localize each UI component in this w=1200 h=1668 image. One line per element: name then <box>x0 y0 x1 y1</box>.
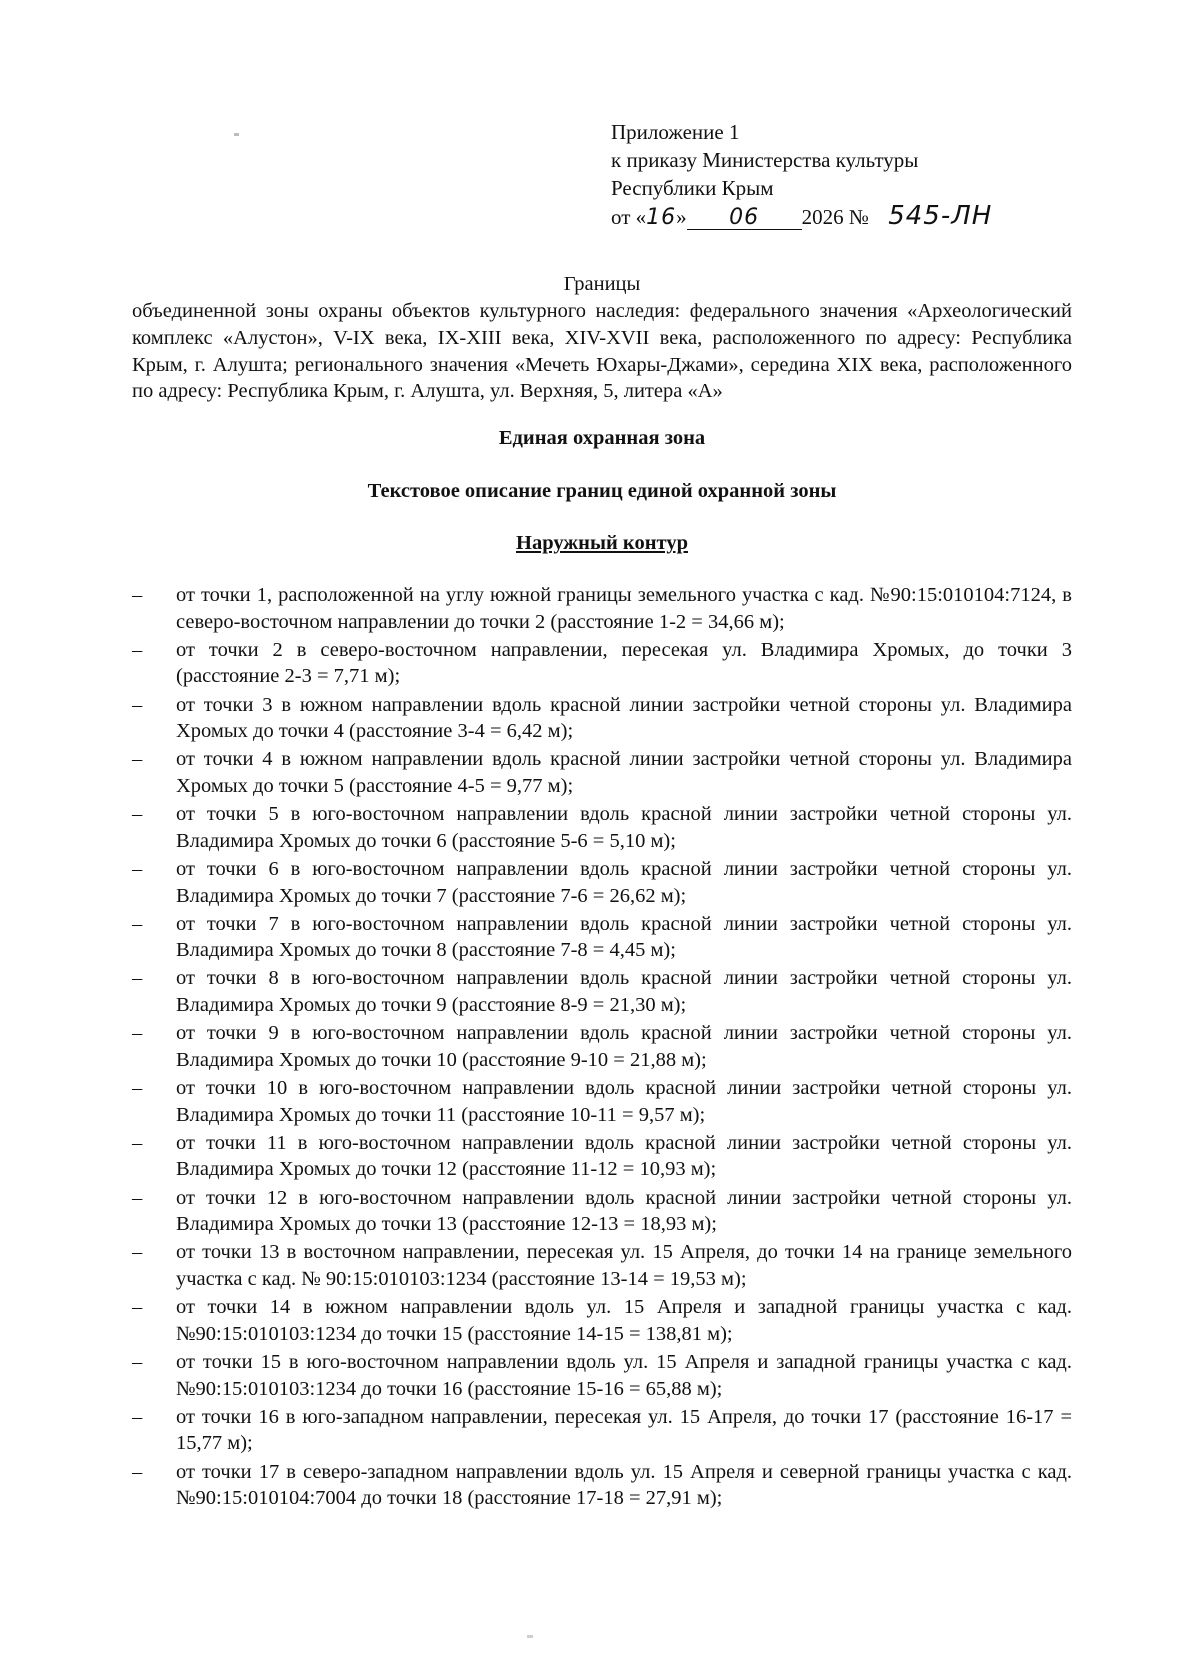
handwritten-day: 16 <box>646 205 677 230</box>
list-item <box>132 1075 1072 1128</box>
appendix-line-3: Республики Крым <box>611 176 774 200</box>
list-item-text: от точки 8 в юго-восточном направлении вдоль красной линии застройки четной стороны ул. Владимира Хромых до точки 9 (расстояние 8-9 = 21,30 м); <box>176 967 1072 1017</box>
contour-heading: Наружный контур <box>516 532 688 554</box>
list-dash: – <box>132 1460 143 1483</box>
list-dash: – <box>132 912 143 935</box>
list-item-text: от точки 1, расположенной на углу южной границы земельного участка с кад. №90:15:010104:7124, в северо-восточном направлении до точки 2 (расстояние 1-2 = 34,66 м); <box>176 584 1072 633</box>
list-item-text: от точки 2 в северо-восточном направлении, пересекая ул. Владимира Хромых, до точки 3 (расстояние 2-3 = 7,71 м); <box>176 638 1072 688</box>
list-item <box>132 746 1072 799</box>
list-item <box>132 1459 1072 1512</box>
appendix-block <box>611 118 992 232</box>
list-item-text: от точки 12 в юго-восточном направлении вдоль красной линии застройки четной стороны ул. Владимира Хромых до точки 13 (расстояние 12-13 = 18,93 м); <box>176 1186 1072 1236</box>
list-dash: – <box>132 1077 143 1100</box>
list-item-text: от точки 14 в южном направлении вдоль ул. 15 Апреля и западной границы участка с кад. №90:15:010103:1234 до точки 15 (расстояние 14-15 = 138,81 м); <box>176 1296 1072 1345</box>
list-dash: – <box>132 1350 143 1373</box>
list-item-text: от точки 5 в юго-восточном направлении вдоль красной линии застройки четной стороны ул. Владимира Хромых до точки 6 (расстояние 5-6 = 5,10 м); <box>176 803 1072 852</box>
boundary-list <box>132 582 1072 1513</box>
list-item-text: от точки 3 в южном направлении вдоль красной линии застройки четной стороны ул. Владимира Хромых до точки 4 (расстояние 3-4 = 6,42 м); <box>176 693 1072 743</box>
list-item <box>132 1294 1072 1347</box>
list-dash: – <box>132 748 143 771</box>
list-item-text: от точки 16 в юго-западном направлении, пересекая ул. 15 Апреля, до точки 17 (расстояние 16-17 = 15,77 м); <box>176 1405 1072 1455</box>
list-dash: – <box>132 803 143 826</box>
list-item <box>132 856 1072 909</box>
list-item <box>132 1130 1072 1183</box>
list-item-text: от точки 15 в юго-восточном направлении вдоль ул. 15 Апреля и западной границы участка с кад. №90:15:010103:1234 до точки 16 (расстояние 15-16 = 65,88 м); <box>176 1350 1072 1400</box>
list-item-text: от точки 11 в юго-восточном направлении вдоль красной линии застройки четной стороны ул. Владимира Хромых до точки 12 (расстояние 11-12 = 10,93 м); <box>176 1131 1072 1181</box>
zone-heading: Единая охранная зона <box>498 427 706 449</box>
title-body: объединенной зоны охраны объектов культурного наследия: федерального значения «Археологический комплекс «Алустон», V-IX века, IX-XIII века, XIV-XVII века, расположенного по адресу: Республика Крым, г. Алушта; регионального значения «Мечеть Юхары-Джами», середина XIX века, расположенного по адресу: Республика Крым, г. Алушта, ул. Верхняя, 5, литера «А» <box>132 300 1072 403</box>
month-blank <box>687 206 802 230</box>
list-dash: – <box>132 584 143 606</box>
list-item <box>132 1404 1072 1457</box>
date-mid: » <box>676 205 687 229</box>
list-dash: – <box>132 1241 143 1264</box>
list-item-text: от точки 17 в северо-западном направлении вдоль ул. 15 Апреля и северной границы участка с кад. №90:15:010104:7004 до точки 18 (расстояние 17-18 = 27,91 м); <box>176 1460 1072 1510</box>
appendix-date-line <box>611 202 992 232</box>
list-item <box>132 965 1072 1018</box>
list-item-text: от точки 4 в южном направлении вдоль красной линии застройки четной стороны ул. Владимира Хромых до точки 5 (расстояние 4-5 = 9,77 м); <box>176 748 1072 797</box>
list-dash: – <box>132 693 143 716</box>
list-item <box>132 1185 1072 1238</box>
description-heading: Текстовое описание границ единой охранной зоны <box>367 480 837 502</box>
list-dash: – <box>132 1296 143 1319</box>
title-block <box>132 270 1072 405</box>
appendix-line-1: Приложение 1 <box>611 120 740 144</box>
list-dash: – <box>132 1131 143 1154</box>
list-dash: – <box>132 1405 143 1428</box>
handwritten-number: 545-ЛН <box>888 201 993 231</box>
appendix-line-2: к приказу Министерства культуры <box>611 148 919 172</box>
list-item-text: от точки 13 в восточном направлении, пересекая ул. 15 Апреля, до точки 14 на границе земельного участка с кад. № 90:15:010103:1234 (расстояние 13-14 = 19,53 м); <box>176 1241 1072 1290</box>
scan-speck <box>234 133 239 136</box>
list-item <box>132 1239 1072 1292</box>
date-year: 2026 № <box>801 205 869 229</box>
list-item-text: от точки 6 в юго-восточном направлении вдоль красной линии застройки четной стороны ул. Владимира Хромых до точки 7 (расстояние 7-6 = 26,62 м); <box>176 857 1072 907</box>
list-item <box>132 911 1072 964</box>
list-dash: – <box>132 638 143 661</box>
date-prefix: от « <box>611 205 647 229</box>
list-item <box>132 582 1072 635</box>
list-item <box>132 692 1072 745</box>
list-item <box>132 1020 1072 1073</box>
list-item <box>132 637 1072 690</box>
list-dash: – <box>132 857 143 880</box>
list-item-text: от точки 7 в юго-восточном направлении вдоль красной линии застройки четной стороны ул. Владимира Хромых до точки 8 (расстояние 7-8 = 4,45 м); <box>176 912 1072 962</box>
list-dash: – <box>132 967 143 990</box>
list-dash: – <box>132 1186 143 1209</box>
list-item-text: от точки 9 в юго-восточном направлении вдоль красной линии застройки четной стороны ул. Владимира Хромых до точки 10 (расстояние 9-10 = 21,88 м); <box>176 1022 1072 1071</box>
list-item <box>132 801 1072 854</box>
list-item <box>132 1349 1072 1402</box>
list-dash: – <box>132 1022 143 1045</box>
title-heading: Границы <box>563 273 641 295</box>
scan-speck <box>527 1635 533 1638</box>
list-item-text: от точки 10 в юго-восточном направлении вдоль красной линии застройки четной стороны ул. Владимира Хромых до точки 11 (расстояние 10-11 = 9,57 м); <box>176 1077 1072 1126</box>
handwritten-month: 06 <box>729 205 760 230</box>
